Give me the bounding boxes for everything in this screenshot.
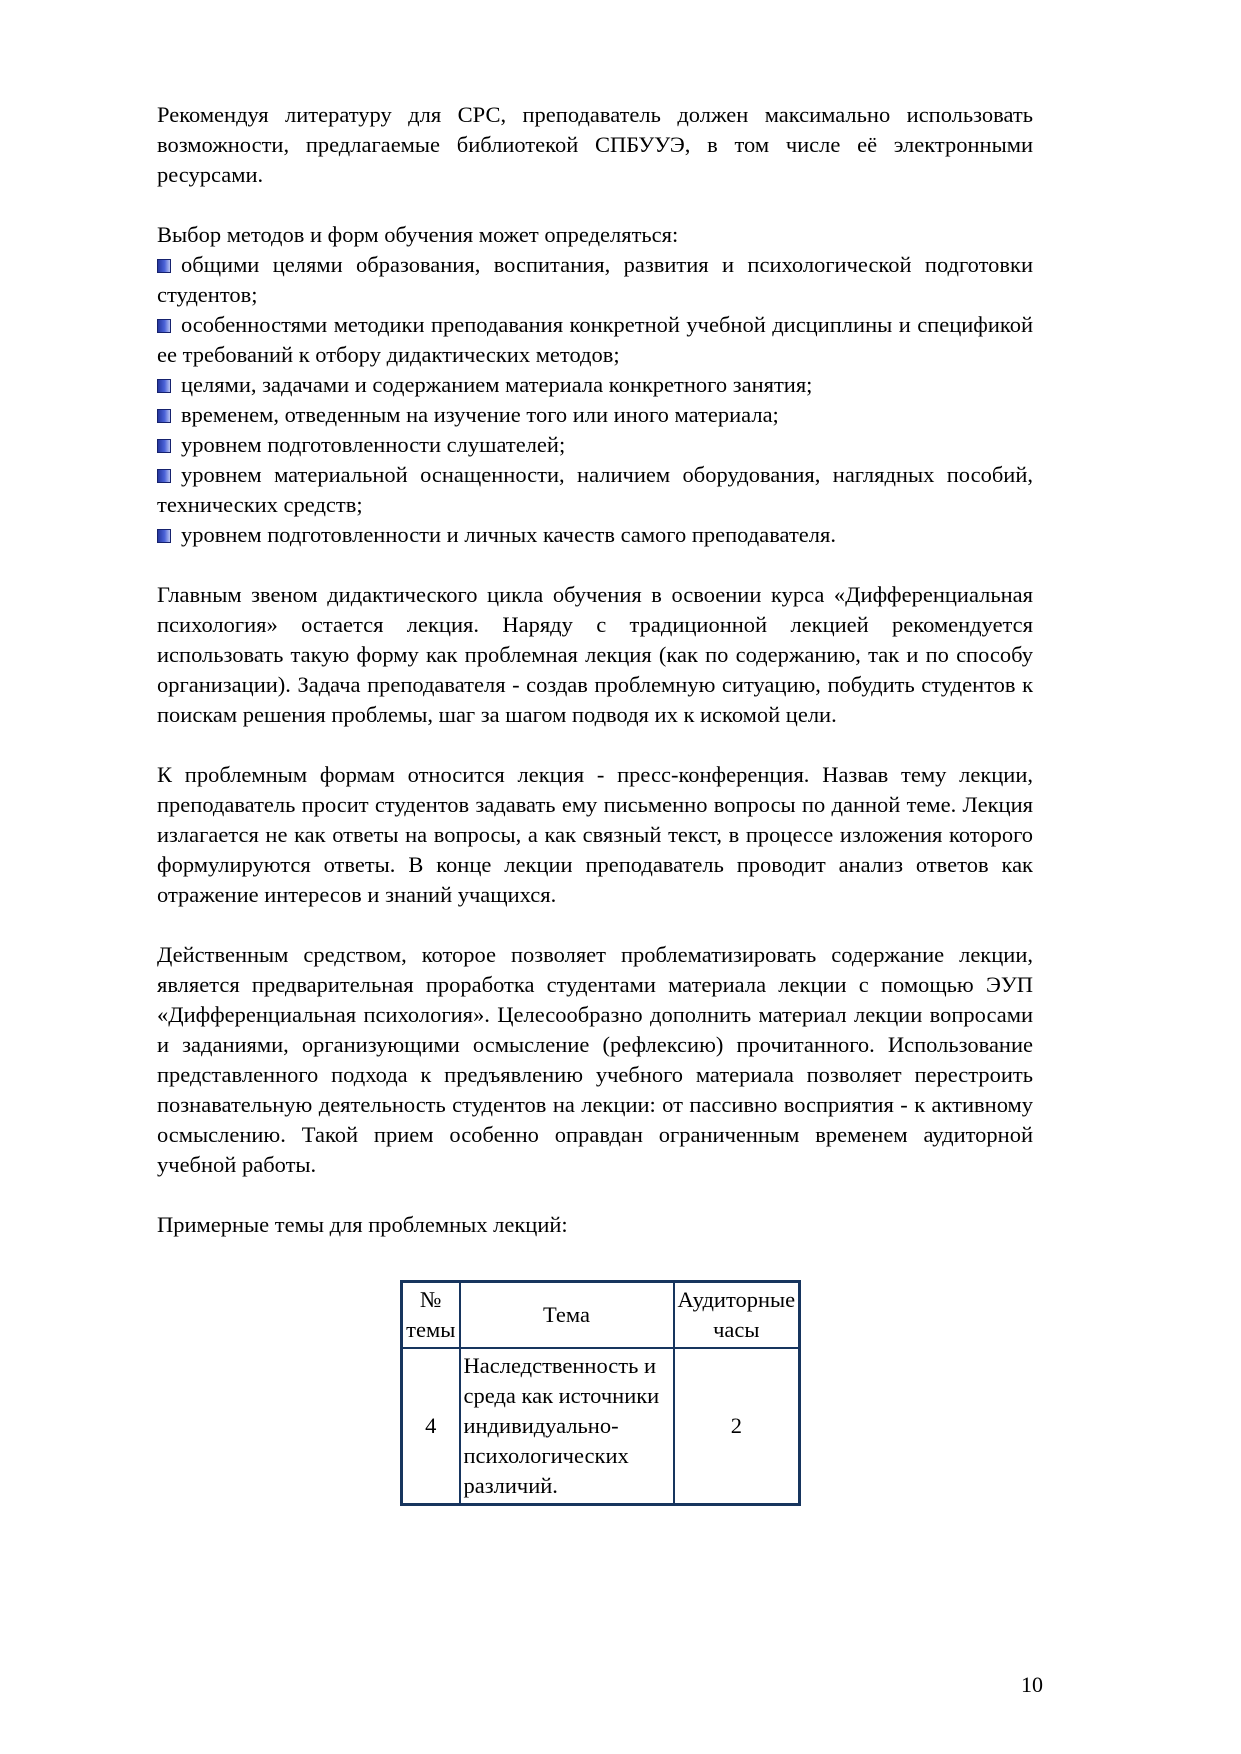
bullet-item (157, 460, 1033, 520)
topics-table (400, 1280, 801, 1506)
bullet-text: особенностями методики преподавания конкретной учебной дисциплины и спецификой ее требований к отбору дидактических методов; (157, 312, 1033, 367)
bullet-text: общими целями образования, воспитания, развития и психологической подготовки студентов; (157, 252, 1033, 307)
bullet-item (157, 310, 1033, 370)
bullet-item (157, 520, 1033, 550)
cell-topic-number: 4 (402, 1348, 460, 1505)
header-topic: Тема (460, 1282, 674, 1349)
bullet-square-icon (157, 319, 171, 333)
bullet-text: временем, отведенным на изучение того или иного материала; (181, 402, 779, 427)
bullet-item (157, 400, 1033, 430)
cell-hours: 2 (674, 1348, 800, 1505)
paragraph-srs: Рекомендуя литературу для СРС, преподаватель должен максимально использовать возможности, предлагаемые библиотекой СПБУУЭ, в том числе её электронными ресурсами. (157, 102, 1033, 187)
bullet-square-icon (157, 529, 171, 543)
bullet-item (157, 250, 1033, 310)
bullet-square-icon (157, 379, 171, 393)
page-number: 10 (1021, 1672, 1043, 1697)
paragraph-topics-intro: Примерные темы для проблемных лекций: (157, 1212, 568, 1237)
bullet-text: уровнем подготовленности слушателей; (181, 432, 566, 457)
bullet-square-icon (157, 259, 171, 273)
paragraph-lecture: Главным звеном дидактического цикла обучения в освоении курса «Дифференциальная психология» остается лекция. Наряду с традиционной лекцией рекомендуется использовать такую форму как проблемная лекция (как по содержанию, так и по способу организации). Задача преподавателя - создав проблемную ситуацию, побудить студентов к поискам решения проблемы, шаг за шагом подводя их к искомой цели. (157, 582, 1033, 727)
bullet-item (157, 370, 1033, 400)
document-content (157, 100, 1033, 1506)
paragraph-press-conference: К проблемным формам относится лекция - пресс-конференция. Назвав тему лекции, преподаватель просит студентов задавать ему письменно вопросы по данной теме. Лекция излагается не как ответы на вопросы, а как связный текст, в процессе изложения которого формулируются ответы. В конце лекции преподаватель проводит анализ ответов как отражение интересов и знаний учащихся. (157, 762, 1033, 907)
bullet-square-icon (157, 439, 171, 453)
bullet-square-icon (157, 409, 171, 423)
table-row (402, 1348, 800, 1505)
cell-topic: Наследственность и среда как источники индивидуально-психологических различий. (460, 1348, 674, 1505)
table-header-row (402, 1282, 800, 1349)
paragraph-eup: Действенным средством, которое позволяет проблематизировать содержание лекции, является предварительная проработка студентами материала лекции с помощью ЭУП «Дифференциальная психология». Целесообразно дополнить материал лекции вопросами и заданиями, организующими осмысление (рефлексию) прочитанного. Использование представленного подхода к предъявлению учебного материала позволяет перестроить познавательную деятельность студентов на лекции: от пассивно восприятия - к активному осмыслению. Такой прием особенно оправдан ограниченным временем аудиторной учебной работы. (157, 942, 1033, 1177)
bullet-text: уровнем подготовленности и личных качеств самого преподавателя. (181, 522, 836, 547)
bullet-text: целями, задачами и содержанием материала конкретного занятия; (181, 372, 813, 397)
header-hours: Аудиторные часы (674, 1282, 800, 1349)
table-wrap (157, 1280, 1033, 1506)
bullet-list (157, 250, 1033, 550)
header-topic-number: № темы (402, 1282, 460, 1349)
bullet-text: уровнем материальной оснащенности, наличием оборудования, наглядных пособий, технических средств; (157, 462, 1033, 517)
list-intro: Выбор методов и форм обучения может определяться: (157, 222, 679, 247)
bullet-square-icon (157, 469, 171, 483)
bullet-item (157, 430, 1033, 460)
